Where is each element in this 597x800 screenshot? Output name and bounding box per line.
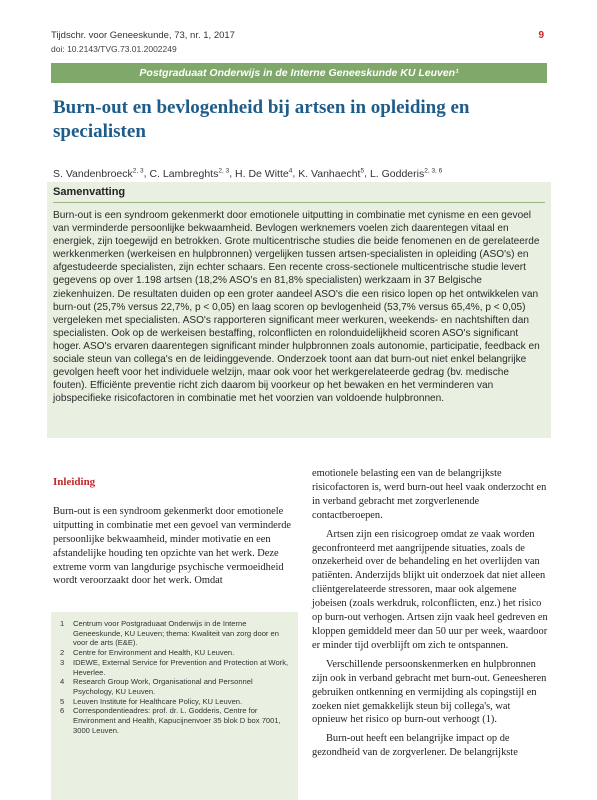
journal-citation: Tijdschr. voor Geneeskunde, 73, nr. 1, 2017 [51, 30, 235, 41]
author: H. De Witte$^4$ [235, 167, 293, 180]
section-heading: Inleiding [53, 476, 96, 488]
author: K. Vanhaecht$^5$ [298, 167, 365, 180]
footnote: 1 Centrum voor Postgraduaat Onderwijs in de Interne Geneeskunde, KU Leuven; thema: Kwaliteit van zorg door en voor de arts (E&E). [60, 619, 279, 648]
footnote: 4 Research Group Work, Organisational and Personnel Psychology, KU Leuven. [60, 677, 253, 696]
author: L. Godderis$^{2, 3, 6}$ [369, 167, 443, 180]
page-number: 9 [538, 30, 544, 41]
paragraph: Artsen zijn een risicogroep omdat ze vaak worden geconfronteerd met aangrijpende situaties, zoals de onzekerheid over de behandeling en het overlijden van patiënten. Anderzijds blijkt uit onderzoek dat niet alleen cliëntgerelateerde stressoren, maar ook algemene jobeisen (zoals werkdruk, rolconflicten, enz.) het risico op burn-out verhogen. Artsen zijn vaak heel gedreven en kloppen gemiddeld meer dan 50 uur per week, waardoor er minder tijd overblijft om zich te ontspannen. [312, 528, 548, 651]
article-title: Burn-out en bevlogenheid bij artsen in opleiding en specialisten [53, 97, 470, 142]
footnote: 5 Leuven Institute for Healthcare Policy, KU Leuven. [60, 696, 243, 706]
abstract-text: Burn-out is een syndroom gekenmerkt door emotionele uitputting in combinatie met cynisme en een gevoel van verminderde persoonlijke bekwaamheid. Bevlogen werknemers voelen zich daarentegen vitaal en energiek, zijn toegewijd en betrokken. Grote multicentrische studies die beide fenomenen en de gerelateerde werkkenmerken (werkeisen en hulpbronnen) vergelijken tussen artsen-specialisten in opleiding (ASO's) en afgestudeerde specialisten, zijn echter schaars. Een recente cross-sectionele multicentrische studie levert gegevens op over 1.198 artsen (18,2% ASO's en 81,8% specialisten) werkzaam in 37 Belgische ziekenhuizen. De resultaten duiden op een groter aandeel ASO's die een risico lopen op het ontwikkelen van burn-out (25,7% versus 22,7%, p < 0,05) en laag scoren op bevlogenheid (53,7% versus 65,4%, p < 0,05) vergeleken met specialisten. ASO's rapporteren significant meer werkuren, weekends- en nachtshiften dan specialisten. Ook op de werkeisen bestaffing, rolconflicten en rolonduidelijkheid scoren ASO's significant hoger. ASO's ervaren daarentegen significant minder hulpbronnen zoals autonomie, participatie, feedback en sociale steun van collega's en de leidinggevende. Onderzoek toont aan dat burn-out niet enkel belangrijke gevolgen heeft voor het individuele welzijn, maar ook voor het werkgerelateerde gedrag (bv. medische fouten). Efficiënte preventie richt zich daarom bij voorkeur op het bewaken en het verminderen van jobspecifieke risicofactoren in combinatie met het voorzien van voldoende hulpbronnen. [53, 210, 540, 405]
footnote: 6 Correspondentieadres: prof. dr. L. Godderis, Centre for Environment and Health, Kapucijnenvoer 35 blok D box 7001, 3000 Leuven. [60, 706, 281, 735]
author: C. Lambreghts$^{2, 3}$ [149, 167, 230, 180]
paragraph: Burn-out heeft een belangrijke impact op de gezondheid van de zorgverlener. De belangrijkste [312, 733, 518, 759]
body-column-left [53, 476, 298, 588]
abstract-box [47, 182, 551, 438]
paragraph: emotionele belasting een van de belangrijkste risicofactoren is, werd burn-out heel vaak onderzocht en in verband gebracht met zorgverlenende contactberoepen. [312, 468, 547, 521]
footnotes-box [51, 612, 298, 800]
footnote: 3 IDEWE, External Service for Prevention and Protection at Work, Heverlee. [60, 657, 289, 677]
abstract-divider [53, 202, 545, 203]
author-list: S. Vandenbroeck$^{2, 3}$, C. Lambreghts$^{2, 3}$, H. De Witte$^4$, K. Vanhaecht$^5$, L. Godderis$^{2, 3, 6}$ [53, 167, 443, 180]
paragraph: Burn-out is een syndroom gekenmerkt door emotionele uitputting in combinatie met een gevoel van verminderde persoonlijke bekwaamheid, minder motivatie en een afstandelijke houding ten opzichte van het werk. Deze extreme vorm van langdurige psychische vermoeidheid wordt veroorzaakt door het werk. Omdat [53, 505, 292, 587]
paragraph: Verschillende persoonskenmerken en hulpbronnen zijn ook in verband gebracht met burn-out. Geneesheren gebruiken ontkenning en vermijding als copingstijl en zoeken niet gemakkelijk steun bij collega's, wat opnieuw het risico op burn-out verhoogt (1). [312, 658, 547, 726]
doi: doi: 10.2143/TVG.73.01.2002249 [51, 44, 177, 54]
abstract-heading: Samenvatting [53, 186, 126, 198]
author: S. Vandenbroeck$^{2, 3}$ [53, 167, 144, 180]
series-banner: Postgraduaat Onderwijs in de Interne Geneeskunde KU Leuven¹ [51, 63, 547, 83]
body-column-right [312, 467, 548, 765]
footnote: 2 Centre for Environment and Health, KU Leuven. [60, 648, 235, 658]
